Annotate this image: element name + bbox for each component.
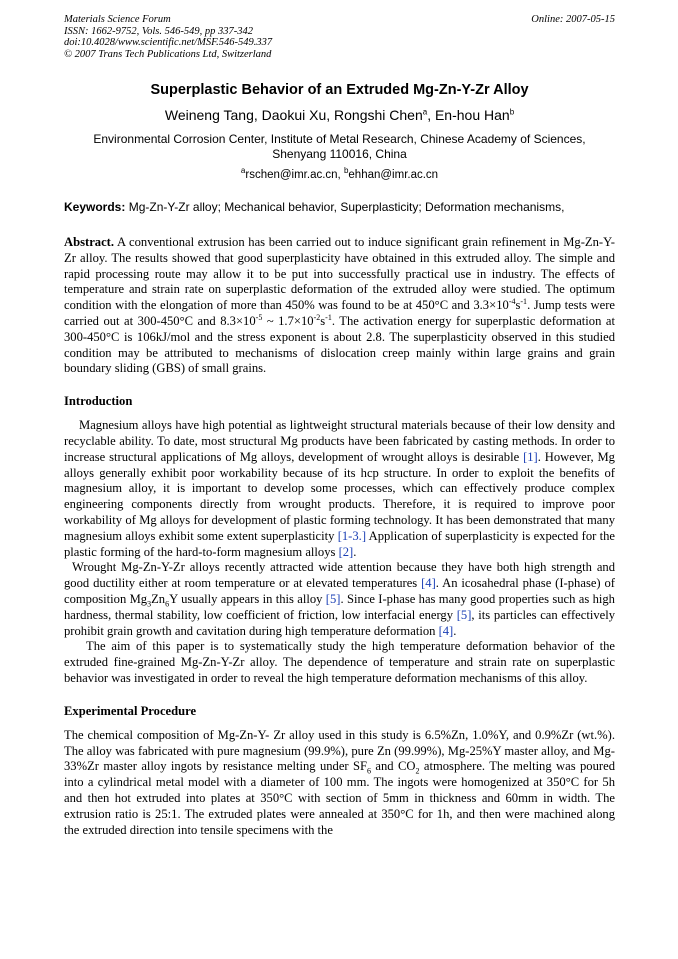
abstract-text-3: . Jump tests were carried out at 300-450°C and 8.3×10 <box>64 298 615 328</box>
paper-title: Superplastic Behavior of an Extruded Mg-Zn-Y-Zr Alloy <box>150 82 529 98</box>
citation-link[interactable]: [4] <box>438 623 454 638</box>
email-a[interactable]: rschen@imr.ac.cn, <box>245 169 344 181</box>
email-sup-a: a <box>240 166 246 176</box>
author-names: Weineng Tang, Daokui Xu, Rongshi Chen <box>164 107 423 123</box>
intro-p2-text-3: Zn <box>151 591 166 606</box>
abstract-text-1: A conventional extrusion has been carried out to induce significant grain refinement in Mg-Zn-Y-Zr alloy. The results showed that good superplasticity have obtained in this extruded alloy. The simple and rapid processing route may allow it to be put into successfully practical use in industry. The effects of temperature and strain rate on superplastic deformation of the extruded alloy were studied. The optimum condition with the elongation of more than 450% was found to be at 450°C and 3.3×10 <box>64 235 615 313</box>
journal-name: Materials Science Forum <box>64 14 171 25</box>
email-b[interactable]: ehhan@imr.ac.cn <box>348 169 439 181</box>
subscript: 6 <box>165 599 170 609</box>
abstract-exp-5: -1 <box>325 312 332 322</box>
abstract-text-4: ~ 1.7×10 <box>262 313 314 328</box>
author-sup-a: a <box>422 107 428 117</box>
intro-paragraph-2 <box>64 560 615 639</box>
abstract-exp-1: -4 <box>508 297 516 306</box>
keywords <box>64 200 615 214</box>
intro-p2-text-7: . <box>453 623 457 638</box>
subscript: 6 <box>367 766 372 776</box>
intro-p2-text-2: . An icosahedral phase (I-phase) of composition Mg <box>64 576 616 606</box>
email-sup-b: b <box>343 166 349 176</box>
affiliation-line-1: Environmental Corrosion Center, Institute of Metal Research, Chinese Academy of Sciences, <box>93 132 586 146</box>
affiliation-line-2: Shenyang 110016, China <box>272 147 407 161</box>
abstract-exp-4: -2 <box>313 312 321 322</box>
subscript: 2 <box>415 766 420 776</box>
abstract-text-2: s <box>515 298 521 313</box>
intro-p2-text-1: Wrought Mg-Zn-Y-Zr alloys recently attracted wide attention because they have both high strength and good ductility either at room temperature or at elevated temperatures <box>64 560 615 591</box>
author-sup-b: b <box>509 107 515 117</box>
doi-line[interactable]: doi:10.4028/www.scientific.net/MSF.546-549.337 <box>64 37 273 48</box>
intro-p1-text-1: Magnesium alloys have high potential as lightweight structural materials because of their low density and recyclable ability. To date, most structural Mg products have been fabricated by casting methods. In order to increase structural applications of Mg alloys, development of wrought alloys is desirable <box>64 418 615 464</box>
abstract <box>64 235 615 377</box>
issn-line: ISSN: 1662-9752, Vols. 546-549, pp 337-342 <box>64 25 253 37</box>
citation-link[interactable]: [5] <box>456 607 472 622</box>
abstract-exp-3: -5 <box>255 312 263 322</box>
abstract-exp-2: -1 <box>520 297 528 306</box>
abstract-text-5: s <box>320 313 326 328</box>
author-list <box>64 107 615 123</box>
introduction-heading: Introduction <box>64 394 133 409</box>
paper-page <box>64 14 615 838</box>
citation-link[interactable]: [1] <box>523 449 538 464</box>
citation-link[interactable]: [1-3.] <box>337 528 367 543</box>
experimental-paragraph <box>64 728 615 839</box>
abstract-text-6: . The activation energy for superplastic deformation at 300-450°C is 106kJ/mol and the stress exponent is about 2.8. The superplasticity observed in this studied condition may be attributed to mechanisms of dislocation creep mainly within large grains and grain boundary sliding (GBS) of small grains. <box>64 313 615 376</box>
intro-p1-text-3: Application of superplasticity is expected for the plastic forming of the hard-to-form magnesium alloys <box>64 528 615 559</box>
keywords-text: Mg-Zn-Y-Zr alloy; Mechanical behavior, Superplasticity; Deformation mechanisms, <box>125 200 565 214</box>
exp-text-3: atmosphere. The melting was poured into a cylindrical metal model with a diameter of 100 mm. The ingots were homogenized at 350°C for 5h and then hot extruded into plates at 350°C with section of 5mm in thickness and 60mm in width. The extrusion ratio is 25:1. The extruded plates were annealed at 350°C for 1h, and then were machined along the extruded direction into tensile specimens with the <box>64 759 615 837</box>
intro-p1-text-2: . However, Mg alloys generally exhibit poor workability because of its hcp structure. In order to exploit the benefits of magnesium alloy, it is important to develop some processes, which can effectively produce complex engineering components directly from wrought products. Therefore, it is required to improve poor workability of Mg alloys for development of plastic forming technology. It has been demonstrated that many magnesium alloys exhibit some extent superplasticity <box>64 449 615 543</box>
copyright-line: © 2007 Trans Tech Publications Ltd, Switzerland <box>64 48 272 60</box>
affiliation <box>64 132 615 162</box>
experimental-heading: Experimental Procedure <box>64 703 197 718</box>
online-date: Online: 2007-05-15 <box>531 14 615 25</box>
journal-header <box>64 14 615 60</box>
abstract-label: Abstract. <box>64 235 115 249</box>
intro-p2-text-4: Y usually appears in this alloy <box>169 591 326 606</box>
exp-text-2: and CO <box>371 759 416 774</box>
citation-link[interactable]: [5] <box>325 591 341 606</box>
author-emails <box>64 166 615 181</box>
intro-paragraph-3: The aim of this paper is to systematically study the high temperature deformation behavior of the extruded fine-grained Mg-Zn-Y-Zr alloy. The dependence of temperature and strain rate on superplastic behavior was investigated in order to reveal the high temperature deformation mechanisms of this alloy. <box>64 639 615 685</box>
citation-link[interactable]: [2] <box>338 544 354 559</box>
exp-text-1: The chemical composition of Mg-Zn-Y- Zr alloy used in this study is 6.5%Zn, 1.0%Y, and 0.9%Zr (wt.%). The alloy was fabricated with pure magnesium (99.9%), pure Zn (99.99%), Mg-25%Y master alloy, and Mg-33%Zr master alloy ingots by resistance melting under SF <box>64 727 615 774</box>
intro-paragraph-1 <box>64 418 615 560</box>
subscript: 3 <box>147 599 152 609</box>
intro-p2-text-6: , its particles can effectively prohibit grain growth and cavitation during high temperature deformation <box>64 607 615 638</box>
citation-link[interactable]: [4] <box>421 576 436 591</box>
author-names-2: , En-hou Han <box>427 107 510 123</box>
intro-p1-text-4: . <box>353 544 357 559</box>
keywords-label: Keywords: <box>64 200 126 214</box>
intro-p2-text-5: . Since I-phase has many good properties such as high hardness, thermal stability, low coefficient of friction, low interfacial energy <box>64 591 615 622</box>
